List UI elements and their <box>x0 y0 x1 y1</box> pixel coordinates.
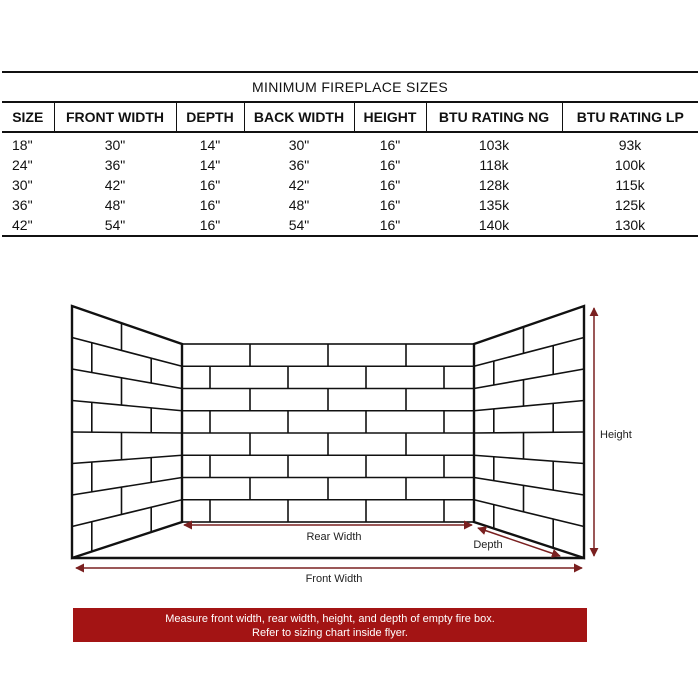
brick-course-line <box>474 455 584 463</box>
cell-front-width: 48" <box>104 197 126 213</box>
rear-width-label: Rear Width <box>306 531 362 543</box>
cell-front-width: 30" <box>104 137 126 153</box>
cell-size: 24" <box>12 157 33 173</box>
cell-btu-ng: 135k <box>478 197 510 213</box>
cell-front-width: 54" <box>54 215 176 236</box>
brick-course-line <box>72 369 182 389</box>
right-wall <box>474 306 584 558</box>
cell-height: 16" <box>379 157 401 173</box>
cell-depth: 16" <box>199 177 221 193</box>
cell-front-width: 42" <box>104 177 126 193</box>
brick-course-line <box>474 338 584 367</box>
cell-back-width: 30" <box>288 137 310 153</box>
table-row <box>2 175 698 195</box>
cell-size: 18" <box>12 137 33 153</box>
cell-btu-lp: 130k <box>562 215 698 236</box>
cell-height: 16" <box>379 197 401 213</box>
note-line-1: Measure front width, rear width, height, and depth of empty fire box. <box>165 613 495 625</box>
cell-depth: 14" <box>199 137 221 153</box>
header-size: SIZE <box>2 102 54 132</box>
depth-label: Depth <box>473 539 503 551</box>
fireplace-sizes-table <box>2 71 698 237</box>
cell-btu-ng: 118k <box>479 157 509 173</box>
brick-course-line <box>474 401 584 411</box>
cell-height: 16" <box>354 215 426 236</box>
cell-front-width: 36" <box>104 157 126 173</box>
cell-depth: 16" <box>176 215 244 236</box>
cell-height: 16" <box>379 177 401 193</box>
cell-btu-ng: 128k <box>478 177 510 193</box>
firebox-diagram <box>0 290 700 590</box>
cell-btu-ng: 140k <box>426 215 562 236</box>
brick-course-line <box>474 432 584 433</box>
cell-btu-lp: 93k <box>618 137 642 153</box>
brick-course-line <box>474 369 584 389</box>
table-row <box>2 155 698 175</box>
brick-course-line <box>72 432 182 433</box>
height-label: Height <box>600 429 632 441</box>
brick-course-line <box>72 478 182 496</box>
header-btu-lp: BTU RATING LP <box>562 102 698 132</box>
front-width-label: Front Width <box>305 573 363 585</box>
header-front-width: FRONT WIDTH <box>54 102 176 132</box>
cell-size: 42" <box>2 215 54 236</box>
header-height: HEIGHT <box>354 102 426 132</box>
brick-course-line <box>72 401 182 411</box>
measurement-note <box>73 608 587 642</box>
brick-course-line <box>72 338 182 367</box>
brick-course-line <box>474 478 584 496</box>
cell-back-width: 36" <box>288 157 310 173</box>
left-wall <box>72 306 182 558</box>
cell-btu-lp: 125k <box>614 197 646 213</box>
note-line-2: Refer to sizing chart inside flyer. <box>252 627 408 639</box>
cell-height: 16" <box>379 137 401 153</box>
brick-course-line <box>72 500 182 527</box>
cell-back-width: 42" <box>288 177 310 193</box>
cell-btu-lp: 115k <box>615 177 645 193</box>
cell-back-width: 54" <box>244 215 354 236</box>
header-btu-ng: BTU RATING NG <box>426 102 562 132</box>
cell-size: 36" <box>12 197 33 213</box>
brick-course-line <box>474 500 584 527</box>
table-title: MINIMUM FIREPLACE SIZES <box>2 72 698 102</box>
cell-back-width: 48" <box>288 197 310 213</box>
header-back-width: BACK WIDTH <box>244 102 354 132</box>
cell-btu-ng: 103k <box>478 137 510 153</box>
cell-depth: 16" <box>199 197 221 213</box>
table-row <box>2 132 698 155</box>
table-row <box>2 215 698 236</box>
table-row <box>2 195 698 215</box>
cell-btu-lp: 100k <box>614 157 646 173</box>
back-wall <box>182 344 474 522</box>
brick-course-line <box>72 455 182 463</box>
cell-size: 30" <box>12 177 33 193</box>
cell-depth: 14" <box>199 157 221 173</box>
header-depth: DEPTH <box>176 102 244 132</box>
